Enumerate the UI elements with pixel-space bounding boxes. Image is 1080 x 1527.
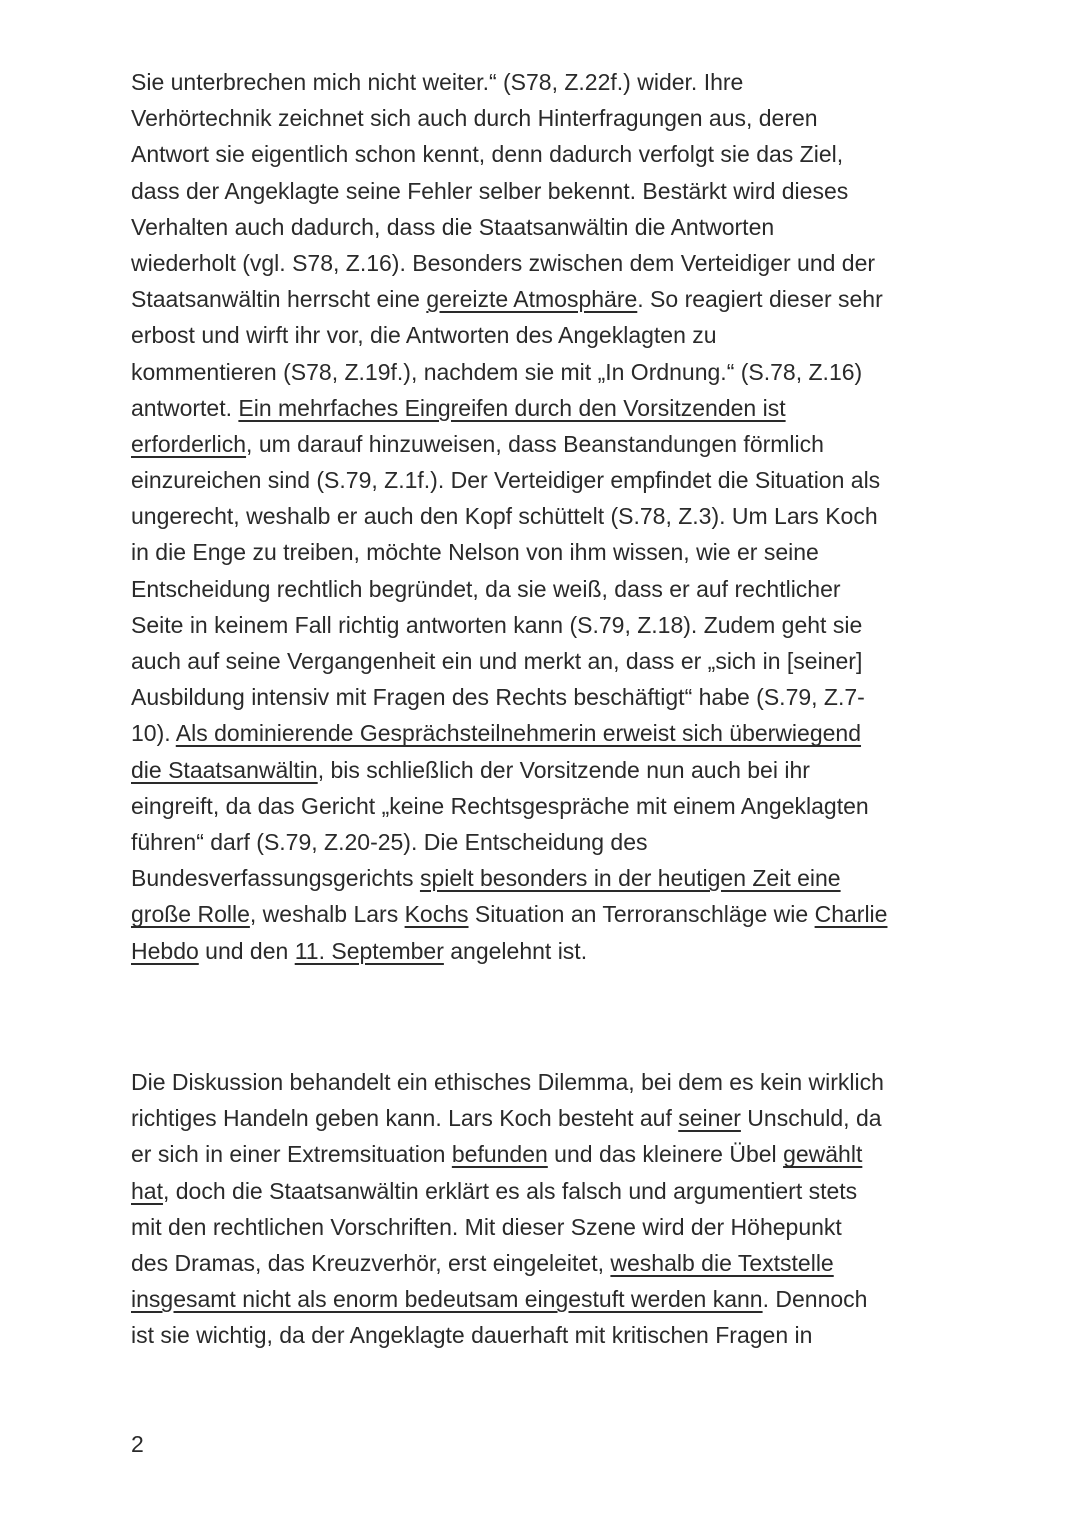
text-segment: und das kleinere Übel (547, 1141, 784, 1168)
underlined-text: spielt besonders in der heutigen Zeit eine (419, 865, 841, 892)
text-segment: Situation an Terroranschläge wie (468, 901, 815, 928)
text-line (131, 354, 887, 390)
text-segment: richtiges Handeln geben kann. Lars Koch besteht auf (131, 1105, 679, 1132)
text-segment: eingreift, da das Gericht „keine Rechtsgespräche mit einem Angeklagten (131, 792, 869, 819)
text-segment: Entscheidung rechtlich begründet, da sie weiß, dass er auf rechtlicher (131, 575, 841, 602)
text-segment: , weshalb Lars (249, 901, 405, 928)
underlined-text: Hebdo (131, 937, 199, 964)
text-segment: und den (198, 937, 295, 964)
text-segment: ist sie wichtig, da der Angeklagte dauerhaft mit kritischen Fragen in (131, 1322, 813, 1349)
text-segment: Verhörtechnik zeichnet sich auch durch Hinterfragungen aus, deren (131, 105, 818, 132)
page-number: 2 (131, 1431, 144, 1457)
underlined-text: erforderlich (131, 430, 247, 457)
underlined-text: befunden (451, 1141, 548, 1168)
text-segment: führen“ darf (S.79, Z.20-25). Die Entscheidung des (131, 828, 648, 855)
text-line (131, 752, 887, 788)
underlined-text: 11. September (294, 937, 444, 964)
text-line (131, 1209, 884, 1245)
text-segment: Ausbildung intensiv mit Fragen des Rechts beschäftigt“ habe (S.79, Z.7- (131, 684, 865, 711)
underlined-text: seiner (678, 1105, 741, 1132)
text-segment: , doch die Staatsanwältin erklärt es als falsch und argumentiert stets (162, 1177, 858, 1204)
underlined-text: gereizte Atmosphäre (426, 286, 638, 313)
text-segment: dass der Angeklagte seine Fehler selber bekennt. Bestärkt wird dieses (131, 177, 849, 204)
text-line (131, 1245, 884, 1281)
text-line (131, 1173, 884, 1209)
text-line (131, 281, 887, 317)
text-segment: Staatsanwältin herrscht eine (131, 286, 427, 313)
paragraph-2 (131, 1064, 884, 1354)
text-line (131, 426, 887, 462)
text-line (131, 209, 887, 245)
text-segment: einzureichen sind (S.79, Z.1f.). Der Verteidiger empfindet die Situation als (131, 467, 881, 494)
text-line (131, 136, 887, 172)
text-segment: Seite in keinem Fall richtig antworten kann (S.79, Z.18). Zudem geht sie (131, 611, 863, 638)
text-line (131, 1317, 884, 1353)
text-segment: kommentieren (S78, Z.19f.), nachdem sie mit „In Ordnung.“ (S.78, Z.16) (131, 358, 863, 385)
text-segment: Antwort sie eigentlich schon kennt, denn dadurch verfolgt sie das Ziel, (131, 141, 844, 168)
underlined-text: die Staatsanwältin (131, 756, 318, 783)
text-segment: mit den rechtlichen Vorschriften. Mit dieser Szene wird der Höhepunkt (131, 1213, 842, 1240)
text-segment: wiederholt (vgl. S78, Z.16). Besonders zwischen dem Verteidiger und der (131, 249, 876, 276)
text-line (131, 1281, 884, 1317)
text-segment: . So reagiert dieser sehr (637, 286, 883, 313)
text-line (131, 100, 887, 136)
paragraph-1 (131, 64, 887, 969)
text-segment: erbost und wirft ihr vor, die Antworten des Angeklagten zu (131, 322, 717, 349)
text-segment: Verhalten auch dadurch, dass die Staatsanwältin die Antworten (131, 213, 775, 240)
text-line (131, 462, 887, 498)
underlined-text: hat (131, 1177, 163, 1204)
text-line (131, 173, 887, 209)
text-line (131, 534, 887, 570)
text-segment: in die Enge zu treiben, möchte Nelson von ihm wissen, wie er seine (131, 539, 819, 566)
text-line (131, 607, 887, 643)
underlined-text: Als dominierende Gesprächsteilnehmerin erweist sich überwiegend (175, 720, 862, 747)
text-line (131, 715, 887, 751)
underlined-text: gewählt (783, 1141, 863, 1168)
text-line (131, 896, 887, 932)
underlined-text: Charlie (814, 901, 888, 928)
text-line (131, 824, 887, 860)
text-line (131, 1100, 884, 1136)
text-line (131, 390, 887, 426)
text-line (131, 860, 887, 896)
text-line (131, 245, 887, 281)
text-line (131, 1064, 884, 1100)
underlined-text: große Rolle (131, 901, 250, 928)
text-segment: Die Diskussion behandelt ein ethisches Dilemma, bei dem es kein wirklich (131, 1069, 884, 1095)
text-line (131, 64, 887, 100)
text-line (131, 317, 887, 353)
underlined-text: Ein mehrfaches Eingreifen durch den Vorsitzenden ist (238, 394, 786, 421)
text-line (131, 679, 887, 715)
text-segment: antwortet. (131, 394, 239, 421)
text-line (131, 788, 887, 824)
text-line (131, 498, 887, 534)
text-segment: . Dennoch (762, 1286, 868, 1313)
text-line (131, 571, 887, 607)
text-segment: , bis schließlich der Vorsitzende nun auch bei ihr (317, 756, 810, 783)
text-segment: auch auf seine Vergangenheit ein und merkt an, dass er „sich in [seiner] (131, 648, 863, 674)
text-segment: des Dramas, das Kreuzverhör, erst eingeleitet, (131, 1249, 611, 1276)
underlined-text: weshalb die Textstelle (610, 1249, 834, 1276)
text-segment: Sie unterbrechen mich nicht weiter.“ (S78, Z.22f.) wider. Ihre (131, 69, 744, 95)
text-segment: Unschuld, da (740, 1105, 882, 1132)
text-line (131, 643, 887, 679)
text-segment: ungerecht, weshalb er auch den Kopf schüttelt (S.78, Z.3). Um Lars Koch (131, 503, 878, 530)
text-segment: Bundesverfassungsgerichts (131, 865, 420, 892)
text-segment: er sich in einer Extremsituation (131, 1141, 452, 1168)
text-line (131, 1136, 884, 1172)
text-line (131, 933, 887, 969)
underlined-text: insgesamt nicht als enorm bedeutsam eingestuft werden kann (131, 1286, 763, 1313)
underlined-text: Kochs (404, 901, 469, 928)
text-segment: angelehnt ist. (443, 937, 588, 964)
text-segment: 10). (131, 720, 176, 747)
text-segment: , um darauf hinzuweisen, dass Beanstandungen förmlich (246, 430, 824, 457)
